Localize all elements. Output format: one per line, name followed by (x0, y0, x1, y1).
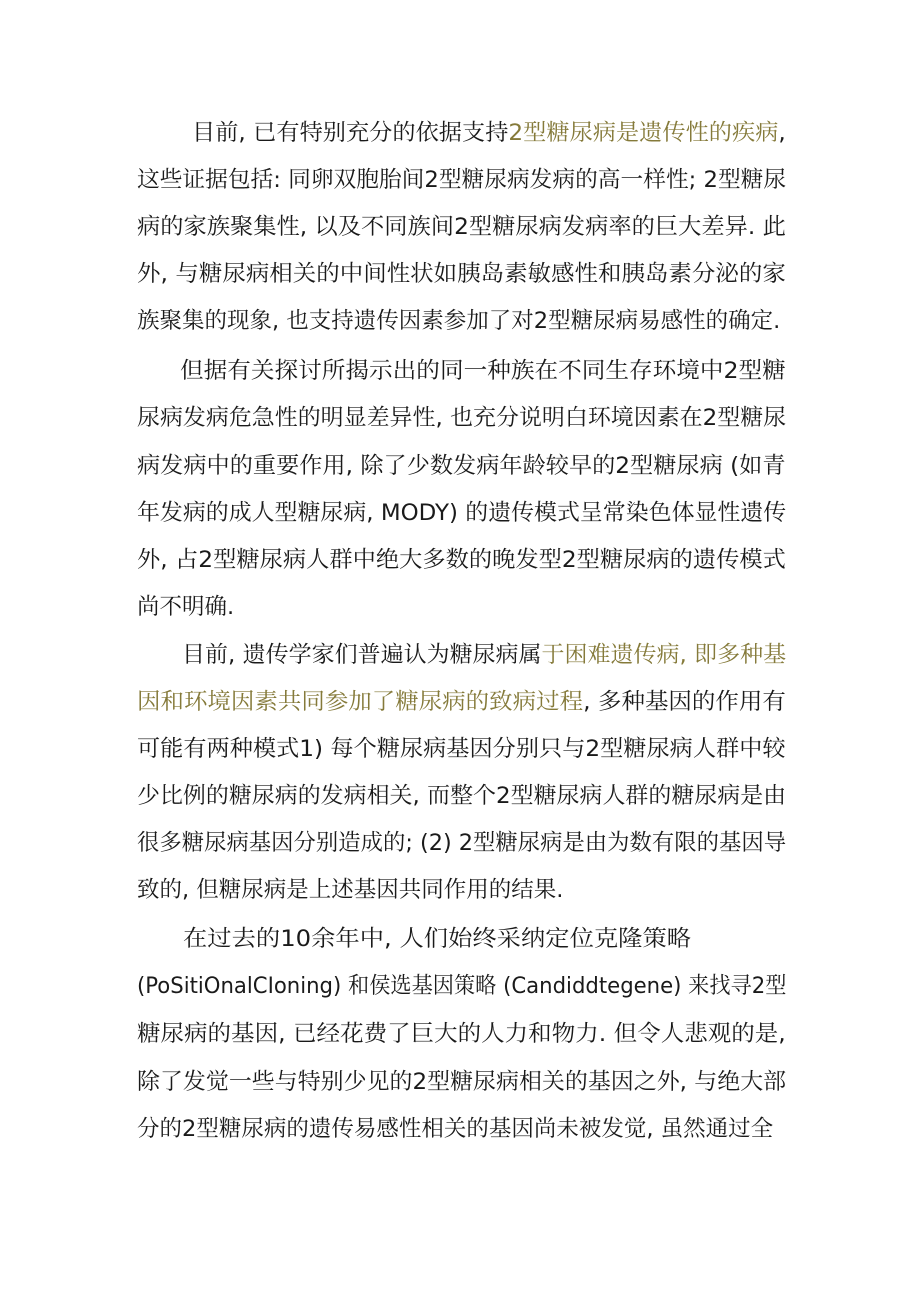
text-segment: 尿病发病危急性的明显差异性, 也充分说明白环境因素在2型糖尿 (137, 405, 787, 431)
paragraph-4-line-4 (137, 1067, 786, 1097)
paragraph-1-line-2 (137, 165, 786, 195)
text-segment: 致的, 但糖尿病是上述基因共同作用的结果. (137, 877, 564, 903)
paragraph-2-line-1 (180, 356, 786, 386)
paragraph-3-line-4 (137, 781, 786, 811)
text-segment: 但据有关探讨所揭示出的同一种族在不同生存环境中2型糖 (180, 358, 786, 384)
text-segment: 可能有两种模式1) 每个糖尿病基因分别只与2型糖尿病人群中较 (137, 736, 786, 762)
paragraph-3-line-5 (137, 828, 786, 858)
text-segment: 少比例的糖尿病的发病相关, 而整个2型糖尿病人群的糖尿病是由 (137, 783, 787, 809)
text-segment: , (778, 120, 786, 146)
text-segment: 尚不明确. (137, 594, 235, 620)
paragraph-2-line-4 (137, 498, 786, 528)
text-segment: 外, 与糖尿病相关的中间性状如胰岛素敏感性和胰岛素分泌的家 (137, 261, 786, 287)
text-segment: 很多糖尿病基因分别造成的; (2) 2型糖尿病是由为数有限的基因导 (137, 830, 787, 856)
paragraph-2-line-2 (137, 403, 786, 433)
paragraph-1-line-5 (137, 306, 780, 336)
highlighted-text: 于困难遗传病, 即多种基 (541, 642, 787, 668)
text-segment: 糖尿病的基因, 已经花费了巨大的人力和物力. 但令人悲观的是, (137, 1021, 786, 1047)
text-segment: 在过去的10余年中, 人们始终采纳定位克隆策略 (183, 926, 692, 952)
paragraph-2-line-5 (137, 545, 786, 575)
text-segment: 目前, 遗传学家们普遍认为糖尿病属 (182, 642, 542, 668)
paragraph-2-line-3 (137, 451, 786, 481)
paragraph-4-line-5 (137, 1114, 773, 1144)
paragraph-3-line-3 (137, 734, 786, 764)
text-segment: 病发病中的重要作用, 除了少数发病年龄较早的2型糖尿病 (如青 (137, 453, 786, 479)
text-segment: 分的2型糖尿病的遗传易感性相关的基因尚未被发觉, 虽然通过全 (137, 1116, 774, 1142)
text-segment: , 多种基因的作用有 (583, 689, 786, 715)
text-segment: 这些证据包括: 同卵双胞胎间2型糖尿病发病的高一样性; 2型糖尿 (137, 167, 787, 193)
paragraph-1-line-3 (137, 212, 786, 242)
text-segment: 年发病的成人型糖尿病, MODY) 的遗传模式呈常染色体显性遗传 (137, 500, 787, 526)
text-segment: 除了发觉一些与特别少见的2型糖尿病相关的基因之外, 与绝大部 (137, 1069, 787, 1095)
text-segment: 目前, 已有特别充分的依据支持 (192, 120, 509, 146)
paragraph-1-line-4 (137, 259, 786, 289)
paragraph-3-line-2 (137, 687, 786, 717)
text-segment: 族聚集的现象, 也支持遗传因素参加了对2型糖尿病易感性的确定. (137, 308, 781, 334)
paragraph-4-line-1 (183, 924, 691, 954)
paragraph-1-line-1 (192, 118, 786, 148)
highlighted-text: 因和环境因素共同参加了糖尿病的致病过程 (137, 689, 584, 715)
highlighted-text: 2型糖尿病是遗传性的疾病 (508, 120, 779, 146)
paragraph-4-line-2 (137, 971, 786, 1001)
paragraph-3-line-6 (137, 875, 563, 905)
text-segment: 外, 占2型糖尿病人群中绝大多数的晚发型2型糖尿病的遗传模式 (137, 547, 786, 573)
paragraph-2-line-6 (137, 592, 234, 622)
paragraph-4-line-3 (137, 1019, 786, 1049)
text-segment: 病的家族聚集性, 以及不同族间2型糖尿病发病率的巨大差异. 此 (137, 214, 786, 240)
paragraph-3-line-1 (182, 640, 786, 670)
text-segment: (PoSitiOnalCIoning) 和侯选基因策略 (Candiddtegene) 来找寻2型 (137, 973, 787, 999)
